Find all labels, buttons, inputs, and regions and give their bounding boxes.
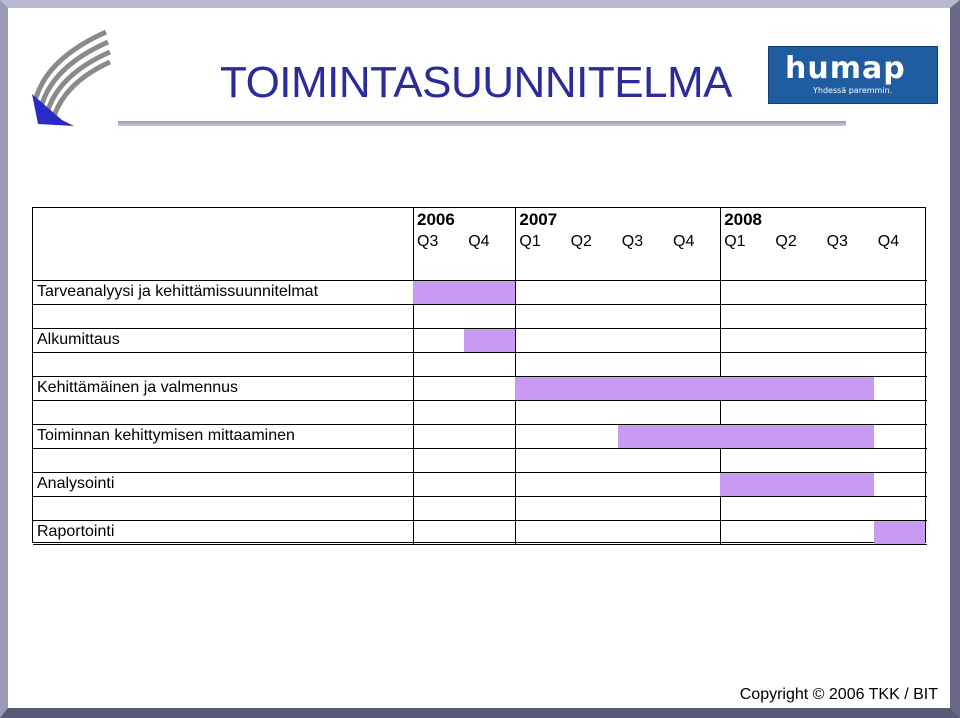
title-underline	[118, 121, 846, 126]
quarter-label: Q4	[673, 233, 695, 250]
row-divider	[33, 544, 927, 545]
row-divider	[33, 520, 927, 521]
task-label: Raportointi	[37, 523, 115, 540]
quarter-label: Q3	[417, 233, 439, 250]
task-bar	[413, 281, 515, 304]
row-divider	[33, 400, 927, 401]
humap-logo	[768, 46, 938, 104]
copyright-note: Copyright © 2006 TKK / BIT	[739, 686, 938, 703]
quarter-label: Q2	[570, 233, 592, 250]
humap-logo-tagline: Yhdessä paremmin.	[813, 86, 893, 95]
year-label: 2006	[417, 210, 455, 229]
row-divider	[33, 496, 927, 497]
task-label: Analysointi	[37, 475, 115, 492]
task-label: Kehittämäinen ja valmennus	[37, 379, 239, 396]
year-label: 2007	[519, 210, 558, 229]
page-title: TOIMINTASUUNNITELMA	[220, 58, 733, 107]
quarter-label: Q1	[724, 233, 746, 250]
quarter-label: Q2	[775, 233, 797, 250]
task-label: Alkumittaus	[37, 331, 120, 348]
year-label: 2008	[724, 210, 763, 229]
gantt-chart	[32, 207, 926, 543]
quarter-label: Q3	[621, 233, 644, 250]
university-logo	[28, 28, 112, 128]
task-bar	[515, 377, 873, 400]
quarter-label: Q4	[877, 233, 900, 250]
row-divider	[33, 352, 927, 353]
quarter-label: Q4	[468, 233, 490, 250]
task-label: Toiminnan kehittymisen mittaaminen	[37, 427, 295, 444]
row-divider	[33, 304, 927, 305]
task-bar	[618, 425, 874, 448]
quarter-label: Q1	[519, 233, 541, 250]
quarter-label: Q3	[826, 233, 848, 250]
row-divider	[33, 448, 927, 449]
task-bar	[720, 473, 874, 496]
task-bar	[464, 329, 515, 352]
humap-logo-text: humap	[785, 51, 906, 86]
task-label: Tarveanalyysi ja kehittämissuunnitelmat	[37, 283, 319, 300]
task-bar	[874, 521, 925, 544]
